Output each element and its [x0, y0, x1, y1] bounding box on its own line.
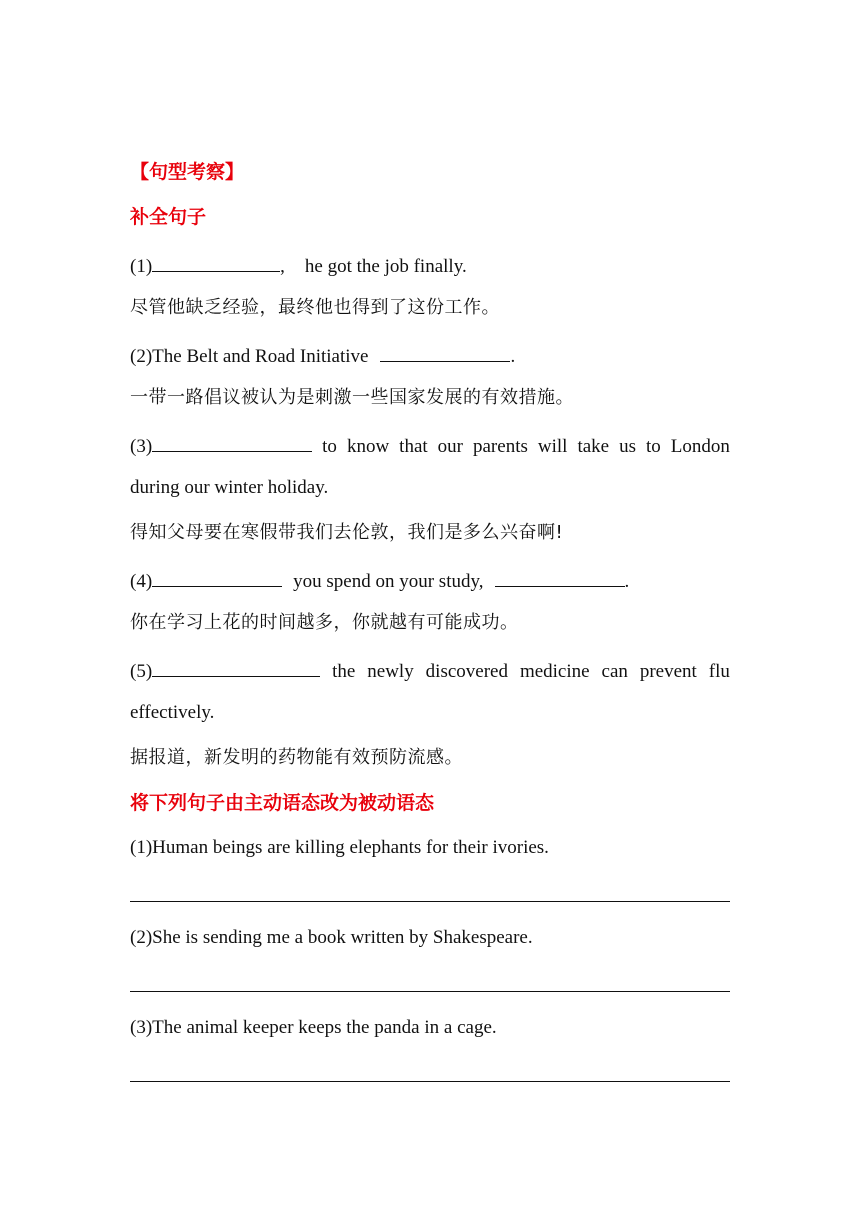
answer-blank[interactable]: [152, 566, 282, 587]
fill-translation-3: 得知父母要在寒假带我们去伦敦，我们是多么兴奋啊!: [130, 522, 564, 543]
period: .: [510, 346, 516, 367]
fill-question-1: [130, 251, 730, 279]
question-lead: [130, 431, 312, 459]
question-number: (3): [130, 436, 153, 457]
fill-heading: 补全句子: [130, 206, 207, 228]
question-number: (1): [130, 256, 153, 277]
fill-translation-2: 一带一路倡议被认为是刺激一些国家发展的有效措施。: [130, 387, 574, 408]
word: discovered: [425, 661, 508, 682]
answer-line-2[interactable]: [130, 991, 730, 992]
word: to: [322, 436, 337, 457]
word: the: [332, 661, 356, 682]
answer-blank[interactable]: [380, 341, 510, 362]
answer-blank[interactable]: [152, 656, 320, 677]
comma: ,: [280, 256, 285, 277]
passive-question-3: (3)The animal keeper keeps the panda in a cage.: [130, 1017, 497, 1038]
word: to: [646, 436, 661, 457]
fill-question-5-continued: effectively.: [130, 702, 215, 723]
word: will: [537, 436, 568, 457]
word: parents: [473, 436, 528, 457]
fill-translation-4: 你在学习上花的时间越多，你就越有可能成功。: [130, 612, 519, 633]
fill-translation-1: 尽管他缺乏经验，最终他也得到了这份工作。: [130, 297, 500, 318]
word: can: [601, 661, 628, 682]
word: medicine: [519, 661, 590, 682]
word: us: [619, 436, 636, 457]
section-title: 【句型考察】: [130, 161, 245, 183]
passive-question-2: (2)She is sending me a book written by Shakespeare.: [130, 927, 533, 948]
answer-line-3[interactable]: [130, 1081, 730, 1082]
answer-blank[interactable]: [152, 431, 312, 452]
passive-question-1: (1)Human beings are killing elephants for their ivories.: [130, 837, 549, 858]
fill-question-4: [130, 566, 730, 594]
answer-line-1[interactable]: [130, 901, 730, 902]
question-text: (2)The Belt and Road Initiative: [130, 346, 369, 367]
passive-heading: 将下列句子由主动语态改为被动语态: [130, 792, 435, 814]
word: flu: [708, 661, 730, 682]
question-text: you spend on your study,: [293, 571, 484, 592]
word: take: [577, 436, 610, 457]
word: know: [346, 436, 390, 457]
word: prevent: [639, 661, 697, 682]
fill-question-3-continued: during our winter holiday.: [130, 477, 329, 498]
period: .: [624, 571, 630, 592]
word: our: [437, 436, 463, 457]
word: that: [399, 436, 428, 457]
answer-blank[interactable]: [152, 251, 280, 272]
word: London: [670, 436, 730, 457]
fill-question-3: [130, 431, 730, 459]
answer-blank[interactable]: [495, 566, 625, 587]
word: newly: [367, 661, 414, 682]
question-number: (4): [130, 571, 153, 592]
question-text: he got the job finally.: [304, 256, 467, 277]
question-lead: [130, 656, 320, 684]
fill-question-2: [130, 341, 730, 369]
fill-question-5: [130, 656, 730, 684]
question-number: (5): [130, 661, 153, 682]
fill-translation-5: 据报道，新发明的药物能有效预防流感。: [130, 747, 463, 768]
